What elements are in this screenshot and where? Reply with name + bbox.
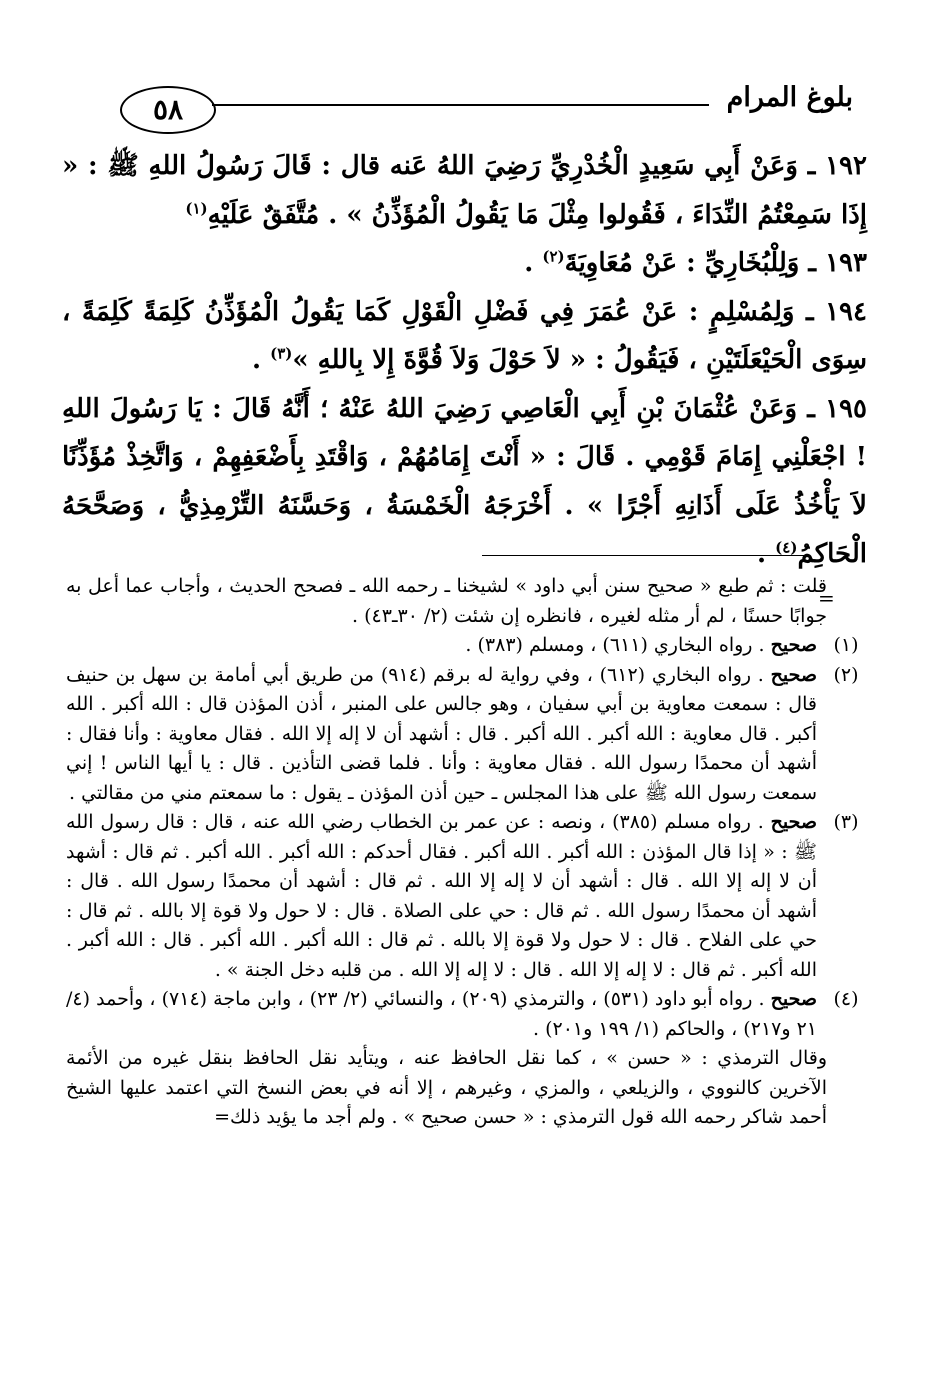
footnote-text: . رواه البخاري (٦١١) ، ومسلم (٣٨٣) . — [465, 634, 765, 656]
footnotes — [66, 572, 867, 1133]
hadith-number: ١٩٣ — [825, 248, 867, 278]
book-title: بلوغ المرام — [726, 82, 853, 113]
hadith-195 — [62, 385, 867, 579]
hadith-lead: ـ وَعَنْ أَبِي سَعِيدٍ الْخُدْرِيِّ رَضِيَ اللهُ عَنه قال : قَالَ رَسُولُ اللهِ ﷺ : — [88, 151, 816, 181]
footnote-number: (٣) — [833, 811, 859, 833]
hadith-end: . — [251, 345, 262, 375]
hadith-number: ١٩٤ — [825, 296, 867, 327]
footnote-1 — [66, 631, 867, 661]
header-rule — [212, 104, 709, 106]
continuation-text: قلت : ثم طبع « صحيح سنن أبي داود » لشيخنا ـ رحمه الله ـ فصحح الحديث ، وأجاب عما أعل به جوابًا حسنًا ، لم أر مثله لغيره ، فانظره إن شئت (٢/ ٣٠ـ٤٣) . — [66, 575, 827, 627]
footnote-ref[interactable]: (١) — [185, 198, 208, 217]
footnote-2 — [66, 661, 867, 809]
page-number: ٥٨ — [120, 86, 216, 134]
footnote-number: (١) — [833, 634, 859, 656]
footnote-number: (٤) — [833, 988, 859, 1010]
footnote-text: . رواه البخاري (٦١٢) ، وفي رواية له برقم (٩١٤) من طريق أبي أمامة بن سهل بن حنيف قال : سمعت معاوية بن أبي سفيان ، وهو جالس على المنبر ، أذن المؤذن قال : الله أكبر . الله أكبر . قال معاوية : الله أكبر . الله أكبر . قال : أشهد أن لا إله إلا الله . فقال معاوية : وأنا فقال : أشهد أن محمدًا رسول الله . فقال معاوية : وأنا . فلما قضى التأذين . قال : يا أيها الناس ! إني سمعت رسول الله ﷺ على هذا المجلس ـ حين أذن المؤذن ـ يقول : ما سمعتم مني من مقالتي . — [66, 663, 817, 804]
prophetic-quote: « أَنْتَ إِمَامُهُمْ ، وَاقْتَدِ بِأَضْعَفِهِمْ ، وَاتَّخِذْ مُؤَذِّنًا لاَ يَأْخُذُ عَلَى أَذَانِهِ أَجْرًا » — [62, 442, 868, 521]
hadith-end: . — [757, 539, 767, 569]
comment-text: وقال الترمذي : « حسن » ، كما نقل الحافظ عنه ، ويتأيد نقل الحافظ بنقل غيره من الأئمة الآخرين كالنووي ، والزيلعي ، والمزي ، وغيرهم ، إلا أنه في بعض النسخ التي اعتمد عليها الشيخ أحمد شاكر رحمه الله قول الترمذي : « حسن صحيح » . ولم أجد ما يؤيد ذلك — [66, 1047, 827, 1128]
hadith-193 — [62, 239, 867, 288]
hadith-192 — [62, 142, 867, 239]
continuation-mark-end: = — [214, 1106, 231, 1128]
hadith-lead: ـ وَلِلْبُخَارِيِّ : عَنْ مُعَاوِيَةَ — [564, 248, 817, 278]
hadith-number: ١٩٢ — [825, 151, 867, 181]
footnote-grade: صحيح — [770, 663, 817, 686]
footnote-4-comment — [66, 1044, 867, 1133]
hadith-lead: ـ وَعَنْ عُثْمَانَ بْنِ أَبِي الْعَاصِي رَضِيَ اللهُ عَنْهُ ؛ أَنَّهُ قَالَ : يَا رَسُولَ اللهِ ! اجْعَلْنِي إِمَامَ قَوْمِي . قَالَ : — [62, 393, 867, 472]
footnote-continuation — [66, 572, 867, 631]
continuation-mark: = — [818, 586, 835, 610]
hadith-source: . مُتَّفَقٌ عَلَيْهِ — [207, 199, 338, 230]
footnote-3 — [66, 808, 867, 985]
footnote-text: . رواه أبو داود (٥٣١) ، والترمذي (٢٠٩) ، والنسائي (٢/ ٢٣) ، وابن ماجة (٧١٤) ، وأحمد (٤/ ٢١ و٢١٧) ، والحاكم (١/ ١٩٩ و٢٠١) . — [66, 988, 817, 1040]
hadith-end: . — [524, 248, 534, 278]
footnote-4 — [66, 985, 867, 1044]
footnote-text: . رواه مسلم (٣٨٥) ، ونصه : عن عمر بن الخطاب رضي الله عنه ، قال : قال رسول الله ﷺ : « إذا قال المؤذن : الله أكبر . الله أكبر . فقال أحدكم : الله أكبر . الله أكبر . ثم قال : أشهد أن لا إله إلا الله . قال : أشهد أن لا إله إلا الله . ثم قال : أشهد أن محمدًا رسول الله . قال : أشهد أن محمدًا رسول الله . ثم قال : حي على الصلاة . قال : لا حول ولا قوة إلا بالله . ثم قال : حي على الفلاح . قال : لا حول ولا قوة إلا بالله . ثم قال : الله أكبر . الله أكبر . قال : الله أكبر . الله أكبر . ثم قال : لا إله إلا الله . قال : لا إله إلا الله . من قلبه دخل الجنة » . — [66, 811, 817, 981]
prophetic-quote: « لاَ حَوْلَ وَلاَ قُوَّةَ إِلا بِاللهِ » — [292, 345, 587, 375]
footnote-ref[interactable]: (٣) — [270, 344, 293, 363]
footnote-number: (٢) — [833, 663, 859, 686]
hadith-number: ١٩٥ — [825, 393, 867, 424]
footnote-grade: صحيح — [770, 634, 817, 656]
footnote-ref[interactable]: (٤) — [775, 538, 798, 557]
hadith-lead: ـ وَلِمُسْلِمٍ : عَنْ عُمَرَ فِي فَضْلِ الْقَوْلِ كَمَا يَقُولُ الْمُؤَذِّنُ كَلِمَةً كَلِمَةً ، سِوَى الْحَيْعَلَتَيْنِ ، فَيَقُولُ : — [62, 296, 867, 375]
footnote-separator — [482, 555, 810, 556]
footnote-grade: صحيح — [770, 988, 818, 1010]
prophetic-quote: « إِذَا سَمِعْتُمُ النِّدَاءَ ، فَقُولوا مِثْلَ مَا يَقُولُ الْمُؤَذِّنُ » — [62, 151, 867, 230]
hadith-194 — [62, 288, 867, 385]
footnote-grade: صحيح — [770, 811, 818, 833]
hadith-text — [62, 142, 867, 579]
hadith-source: . أَخْرَجَهُ الْخَمْسَةُ ، وَحَسَّنَهُ التِّرْمِذِيُّ ، وَصَحَّحَهُ الْحَاكِمُ — [62, 490, 867, 569]
footnote-ref[interactable]: (٢) — [542, 247, 565, 266]
